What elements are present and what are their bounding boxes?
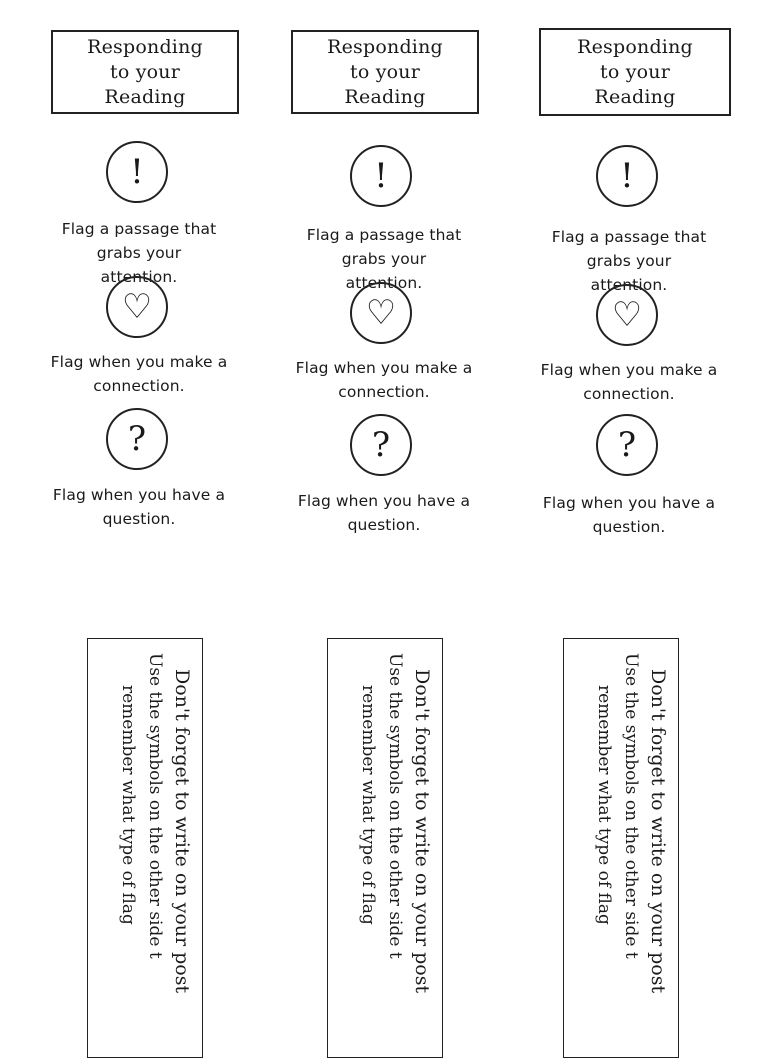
card-title: Responding to your Reading (87, 35, 203, 108)
strip-line-3: remember what type of flag (118, 685, 138, 925)
strip-line-3: remember what type of flag (594, 685, 614, 925)
strip-line-2: Use the symbols on the other side t (385, 653, 405, 959)
attention-caption: Flag a passage that grabs your attention. (551, 228, 707, 294)
question-icon: ? (106, 408, 168, 470)
connection-caption: Flag when you make a connection. (50, 353, 228, 395)
card-title: Responding to your Reading (327, 35, 443, 108)
card-title: Responding to your Reading (577, 35, 693, 108)
question-caption: Flag when you have a question. (297, 492, 471, 534)
question-caption: Flag when you have a question. (52, 486, 226, 528)
strip-line-2: Use the symbols on the other side t (145, 653, 165, 959)
heart-icon: ♡ (350, 282, 412, 344)
attention-caption: Flag a passage that grabs your attention. (306, 226, 462, 292)
question-icon: ? (596, 414, 658, 476)
bookmark-back-2 (327, 638, 443, 1058)
strip-line-1: Don't forget to write on your post (647, 669, 669, 994)
question-caption: Flag when you have a question. (542, 494, 716, 536)
heart-icon: ♡ (596, 284, 658, 346)
bookmark-back-3 (563, 638, 679, 1058)
heart-icon: ♡ (106, 276, 168, 338)
question-icon: ? (350, 414, 412, 476)
connection-caption: Flag when you make a connection. (540, 361, 718, 403)
card-title-box (291, 30, 479, 114)
exclamation-icon: ! (596, 145, 658, 207)
strip-text (328, 639, 443, 1058)
connection-caption: Flag when you make a connection. (295, 359, 473, 401)
strip-text (88, 639, 203, 1058)
exclamation-icon: ! (350, 145, 412, 207)
card-title-box (51, 30, 239, 114)
strip-line-1: Don't forget to write on your post (171, 669, 193, 994)
exclamation-icon: ! (106, 141, 168, 203)
strip-text (564, 639, 679, 1058)
attention-caption: Flag a passage that grabs your attention. (61, 220, 217, 286)
card-title-box (539, 28, 731, 116)
strip-line-1: Don't forget to write on your post (411, 669, 433, 994)
strip-line-2: Use the symbols on the other side t (621, 653, 641, 959)
strip-line-3: remember what type of flag (358, 685, 378, 925)
bookmark-back-1 (87, 638, 203, 1058)
